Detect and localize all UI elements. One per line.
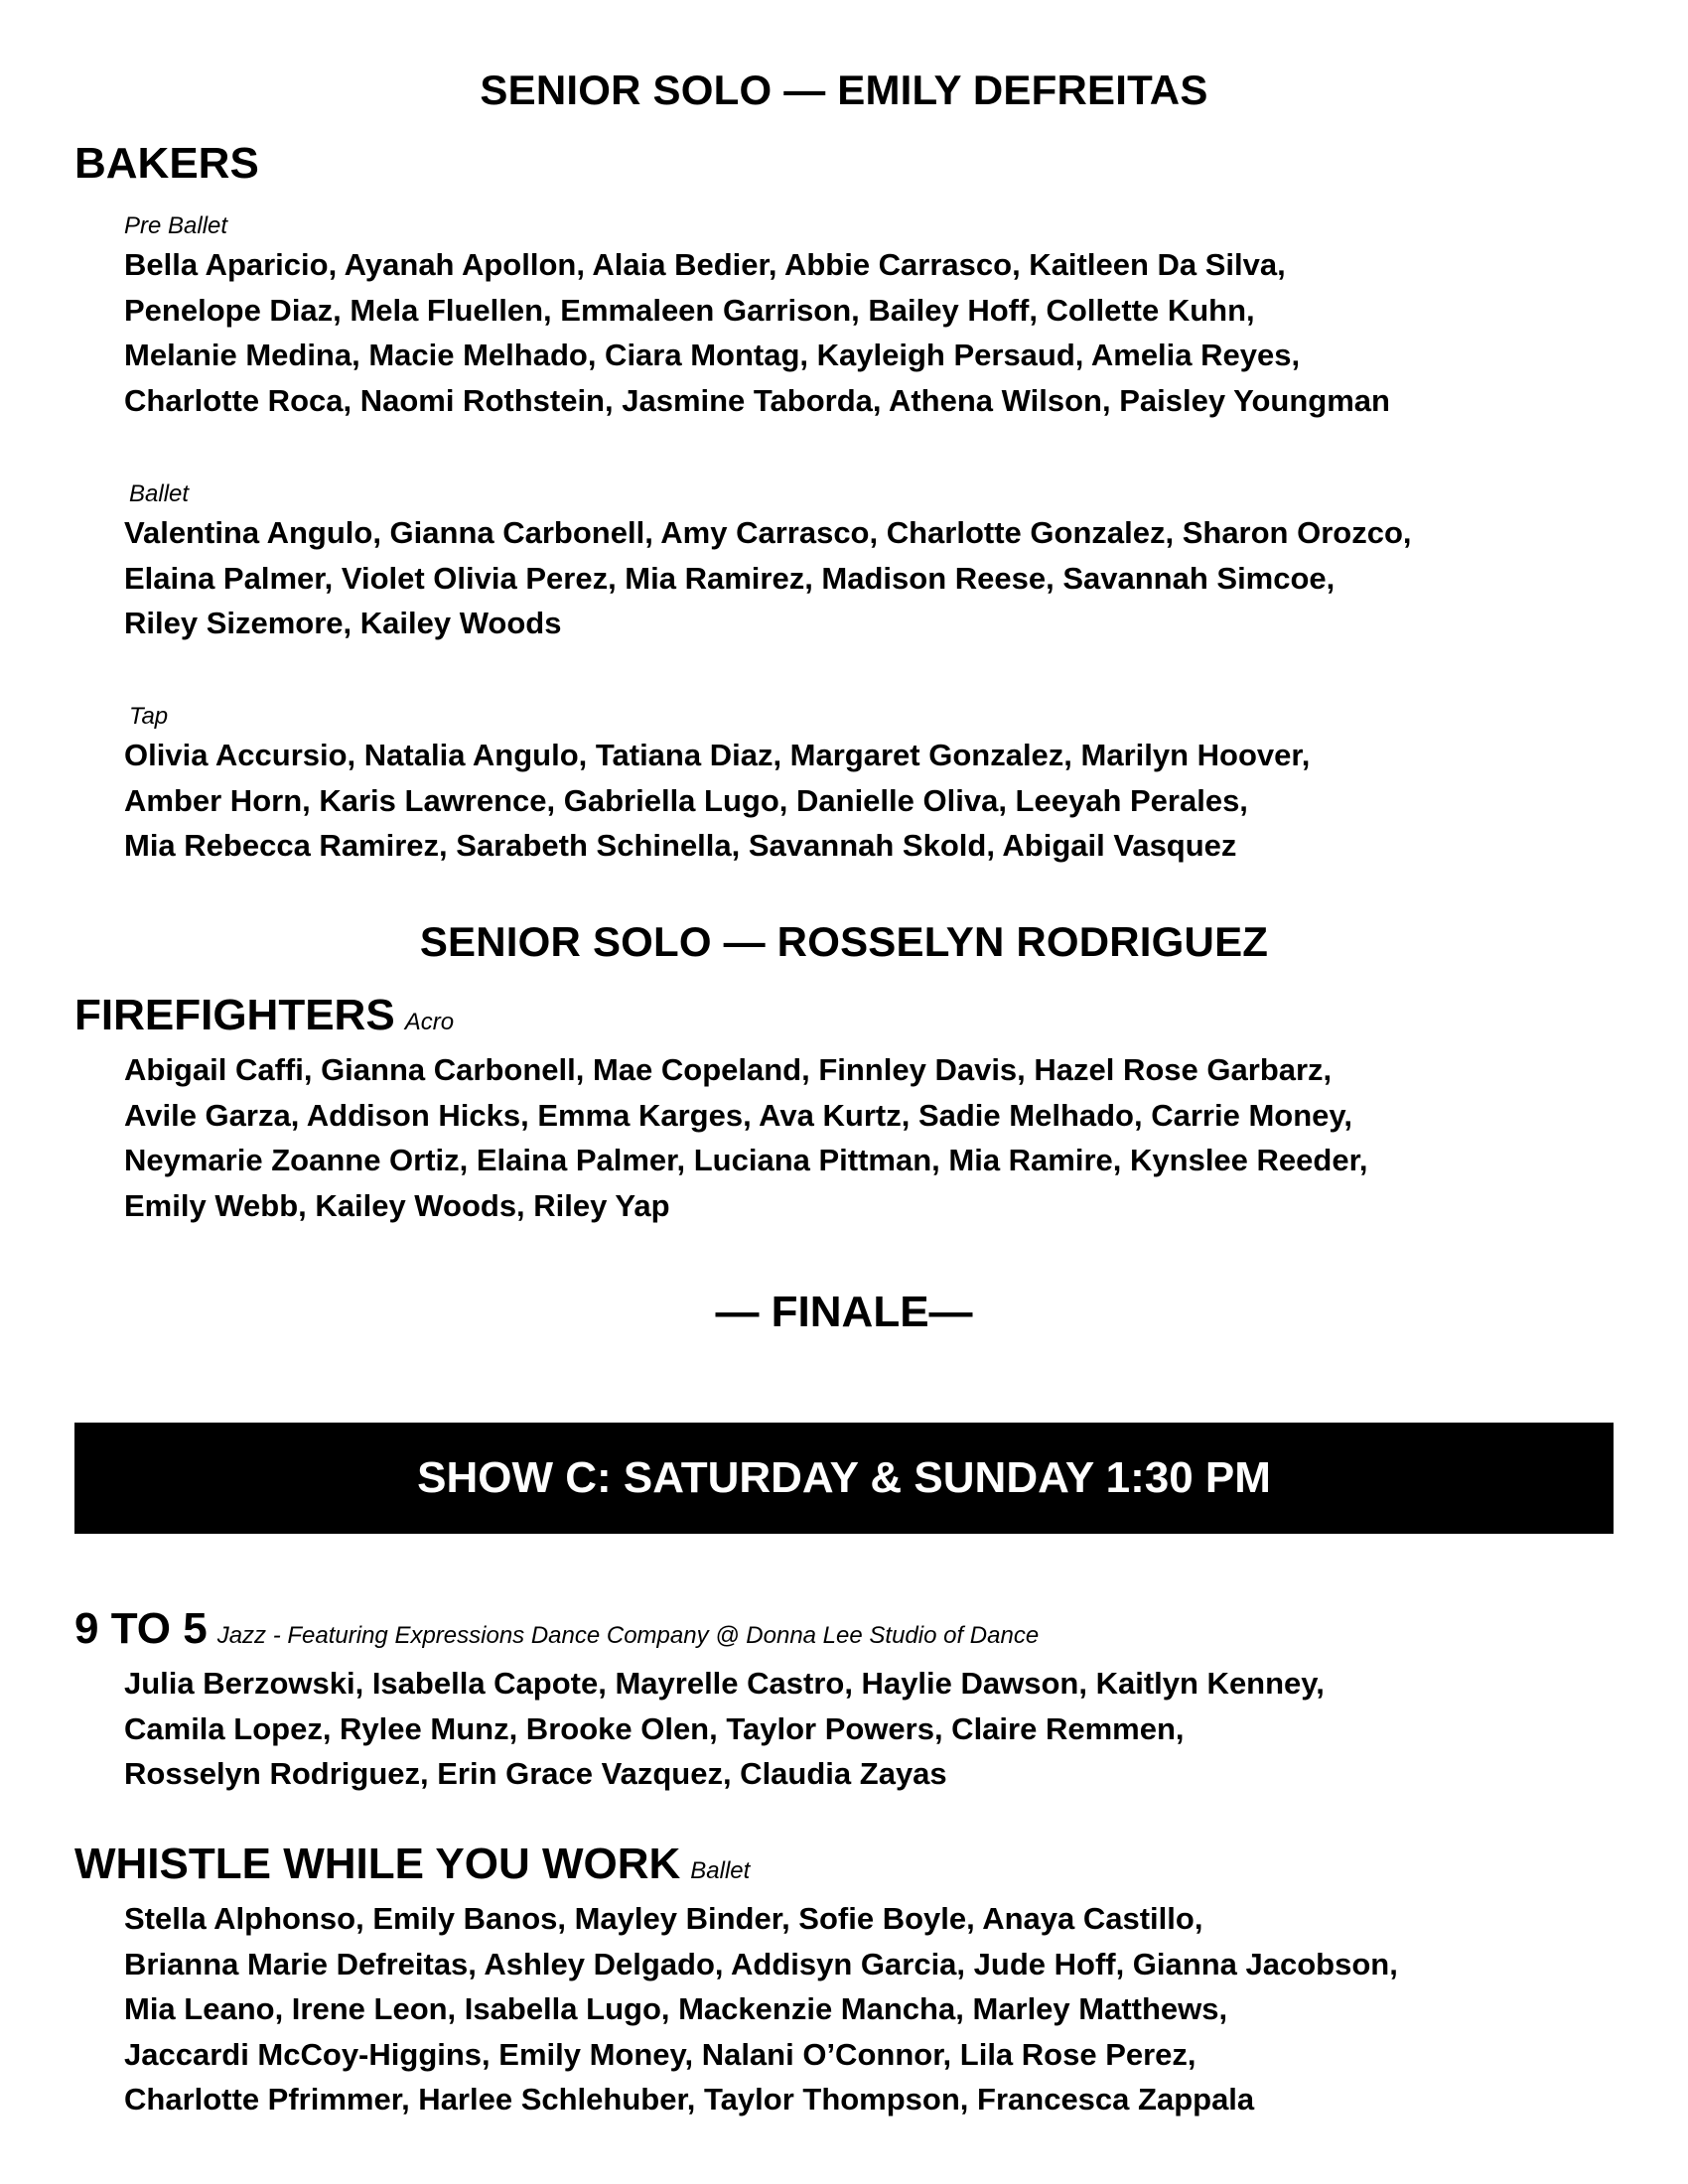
names-ballet bbox=[124, 510, 1564, 646]
name-line: Jaccardi McCoy-Higgins, Emily Money, Nalani O’Connor, Lila Rose Perez, bbox=[124, 2036, 1196, 2072]
name-line: Olivia Accursio, Natalia Angulo, Tatiana Diaz, Margaret Gonzalez, Marilyn Hoover, bbox=[124, 738, 1311, 772]
name-line: Camila Lopez, Rylee Munz, Brooke Olen, Taylor Powers, Claire Remmen, bbox=[124, 1710, 1185, 1746]
name-line: Penelope Diaz, Mela Fluellen, Emmaleen Garrison, Bailey Hoff, Collette Kuhn, bbox=[124, 292, 1255, 328]
name-line: Valentina Angulo, Gianna Carbonell, Amy Carrasco, Charlotte Gonzalez, Sharon Orozco, bbox=[124, 515, 1412, 550]
act-title: BAKERS bbox=[74, 139, 259, 188]
name-line: Avile Garza, Addison Hicks, Emma Karges, Ava Kurtz, Sadie Melhado, Carrie Money, bbox=[124, 1097, 1352, 1133]
name-line: Elaina Palmer, Violet Olivia Perez, Mia Ramirez, Madison Reese, Savannah Simcoe, bbox=[124, 560, 1336, 596]
name-line: Emily Webb, Kailey Woods, Riley Yap bbox=[124, 1187, 670, 1223]
sub-label-pre-ballet: Pre Ballet bbox=[124, 212, 228, 239]
name-line: Rosselyn Rodriguez, Erin Grace Vazquez, Claudia Zayas bbox=[124, 1756, 947, 1791]
name-line: Mia Leano, Irene Leon, Isabella Lugo, Mackenzie Mancha, Marley Matthews, bbox=[124, 1991, 1228, 2026]
name-line: Stella Alphonso, Emily Banos, Mayley Binder, Sofie Boyle, Anaya Castillo, bbox=[124, 1901, 1203, 1936]
names-9-to-5 bbox=[124, 1661, 1564, 1797]
name-line: Julia Berzowski, Isabella Capote, Mayrelle Castro, Haylie Dawson, Kaitlyn Kenney, bbox=[124, 1666, 1325, 1701]
name-line: Brianna Marie Defreitas, Ashley Delgado, Addisyn Garcia, Jude Hoff, Gianna Jacobson, bbox=[124, 1946, 1398, 1981]
name-line: Mia Rebecca Ramirez, Sarabeth Schinella, Savannah Skold, Abigail Vasquez bbox=[124, 828, 1237, 863]
show-banner: SHOW C: SATURDAY & SUNDAY 1:30 PM bbox=[74, 1423, 1614, 1534]
name-line: Charlotte Pfrimmer, Harlee Schlehuber, Taylor Thompson, Francesca Zappala bbox=[124, 2082, 1255, 2116]
senior-solo-heading-2: SENIOR SOLO — ROSSELYN RODRIGUEZ bbox=[419, 918, 1269, 965]
act-style: Acro bbox=[404, 1009, 455, 1035]
act-heading-bakers bbox=[74, 139, 259, 189]
name-line: Abigail Caffi, Gianna Carbonell, Mae Copeland, Finnley Davis, Hazel Rose Garbarz, bbox=[124, 1052, 1333, 1087]
act-style: Ballet bbox=[690, 1857, 751, 1884]
sub-label-ballet: Ballet bbox=[129, 480, 190, 507]
name-line: Neymarie Zoanne Ortiz, Elaina Palmer, Luciana Pittman, Mia Ramire, Kynslee Reeder, bbox=[124, 1143, 1368, 1177]
name-line: Charlotte Roca, Naomi Rothstein, Jasmine Taborda, Athena Wilson, Paisley Youngman bbox=[124, 382, 1390, 418]
names-firefighters bbox=[124, 1047, 1564, 1228]
finale-heading: — FINALE— bbox=[715, 1288, 973, 1336]
act-heading-9-to-5 bbox=[74, 1604, 1039, 1654]
act-title: WHISTLE WHILE YOU WORK bbox=[74, 1840, 681, 1888]
act-title: FIREFIGHTERS bbox=[74, 991, 395, 1039]
act-heading-firefighters bbox=[74, 991, 454, 1040]
senior-solo-heading-1: SENIOR SOLO — EMILY DEFREITAS bbox=[480, 67, 1208, 113]
act-title: 9 TO 5 bbox=[74, 1604, 208, 1653]
act-heading-whistle bbox=[74, 1840, 750, 1889]
name-line: Riley Sizemore, Kailey Woods bbox=[124, 606, 562, 640]
names-tap bbox=[124, 733, 1564, 869]
names-whistle bbox=[124, 1896, 1564, 2122]
name-line: Bella Aparicio, Ayanah Apollon, Alaia Bedier, Abbie Carrasco, Kaitleen Da Silva, bbox=[124, 247, 1286, 282]
names-pre-ballet bbox=[124, 242, 1564, 423]
sub-label-tap: Tap bbox=[129, 703, 169, 730]
name-line: Melanie Medina, Macie Melhado, Ciara Montag, Kayleigh Persaud, Amelia Reyes, bbox=[124, 338, 1301, 372]
act-style: Jazz - Featuring Expressions Dance Company @ Donna Lee Studio of Dance bbox=[216, 1622, 1040, 1649]
name-line: Amber Horn, Karis Lawrence, Gabriella Lugo, Danielle Oliva, Leeyah Perales, bbox=[124, 782, 1248, 818]
